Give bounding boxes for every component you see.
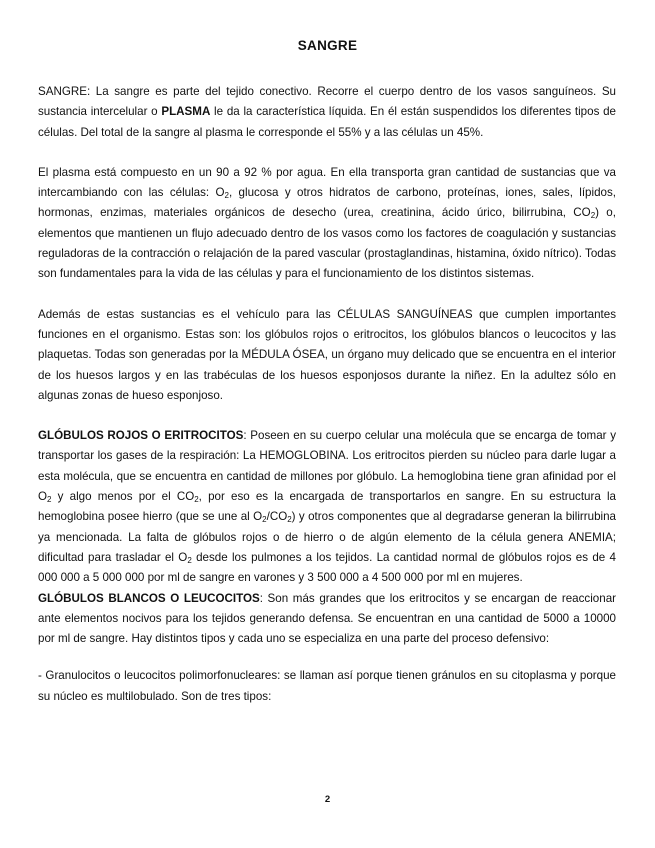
paragraph-plasma: El plasma está compuesto en un 90 a 92 % por agua. En ella transporta gran cantidad de sustancias que va intercambiando con las células: $O_2$, glucosa y otros hidratos de carbono, proteínas, iones, sales, lípidos, hormonas, enzimas, materiales orgánicos de desecho (urea, creatinina, ácido úrico, bilirrubina, $CO_2$) o, elementos que mantienen un flujo adecuado dentro de los vasos como los factores de coagulación y sustancias reguladoras de la contracción o relajación de la pared vascular (prostaglandinas, histamina, óxido nítrico). Todas son fundamentales para la vida de las células y para el funcionamiento de los distintos sistemas. <box>38 165 616 281</box>
paragraph-granulocitos: - Granulocitos o leucocitos polimorfonucleares: se llaman así porque tienen gránulos en su citoplasma y porque su núcleo es multilobulado. Son de tres tipos: <box>38 669 616 703</box>
plasma-term: PLASMA <box>161 105 211 119</box>
paragraph-celulas-sanguineas: Además de estas sustancias es el vehículo para las CÉLULAS SANGUÍNEAS que cumplen importantes funciones en el organismo. Estas son: los glóbulos rojos o eritrocitos, los glóbulos blancos o leucocitos y las plaquetas. Todas son generadas por la MÉDULA ÓSEA, un órgano muy delicado que se encuentra en el interior de los huesos largos y en las trabéculas de los huesos esponjosos durante la niñez. En la adultez sólo en algunas zonas de hueso esponjoso. <box>38 307 616 402</box>
paragraph-sangre: SANGRE: La sangre es parte del tejido conectivo. Recorre el cuerpo dentro de los vasos sanguíneos. Su sustancia intercelular o PLASMA le da la característica líquida. En él están suspendidos los diferentes tipos de células. Del total de la sangre al plasma le corresponde el 55% y a las células un 45%. <box>38 85 616 139</box>
document-body <box>38 82 616 707</box>
page-number: 2 <box>324 794 331 805</box>
paragraph-globulos-rojos: GLÓBULOS ROJOS O ERITROCITOS: Poseen en su cuerpo celular una molécula que se encarga de tomar y transportar los gases de la respiración: La HEMOGLOBINA. Los eritrocitos pierden su núcleo para darle lugar a esta molécula, que se encuentra en cantidad de millones por glóbulo. La hemoglobina tiene gran afinidad por el $O_2$ y algo menos por el $CO_2$, por eso es la encargada de transportarlos en sangre. En su estructura la hemoglobina posee hierro (que se une al $O_2/CO_2$) y otros componentes que al degradarse generan la bilirrubina ya mencionada. La falta de glóbulos rojos o de hierro o de algún elemento de la célula genera ANEMIA; dificultad para trasladar el $O_2$ desde los pulmones a los tejidos. La cantidad normal de glóbulos rojos es de 4 000 000 a 5 000 000 por ml de sangre en varones y 3 500 000 a 4 500 000 por ml en mujeres. <box>38 429 617 585</box>
globulos-blancos-heading: GLÓBULOS BLANCOS O LEUCOCITOS <box>38 591 260 605</box>
paragraph-globulos-blancos: GLÓBULOS BLANCOS O LEUCOCITOS: Son más grandes que los eritrocitos y se encargan de reaccionar ante elementos nocivos para los tejidos generando defensa. Se encuentran en una cantidad de 5000 a 10000 por ml de sangre. Hay distintos tipos y cada uno se especializa en una parte del proceso defensivo: <box>38 591 616 646</box>
page-title: SANGRE <box>297 38 358 53</box>
globulos-rojos-heading: GLÓBULOS ROJOS O ERITROCITOS <box>38 429 244 443</box>
